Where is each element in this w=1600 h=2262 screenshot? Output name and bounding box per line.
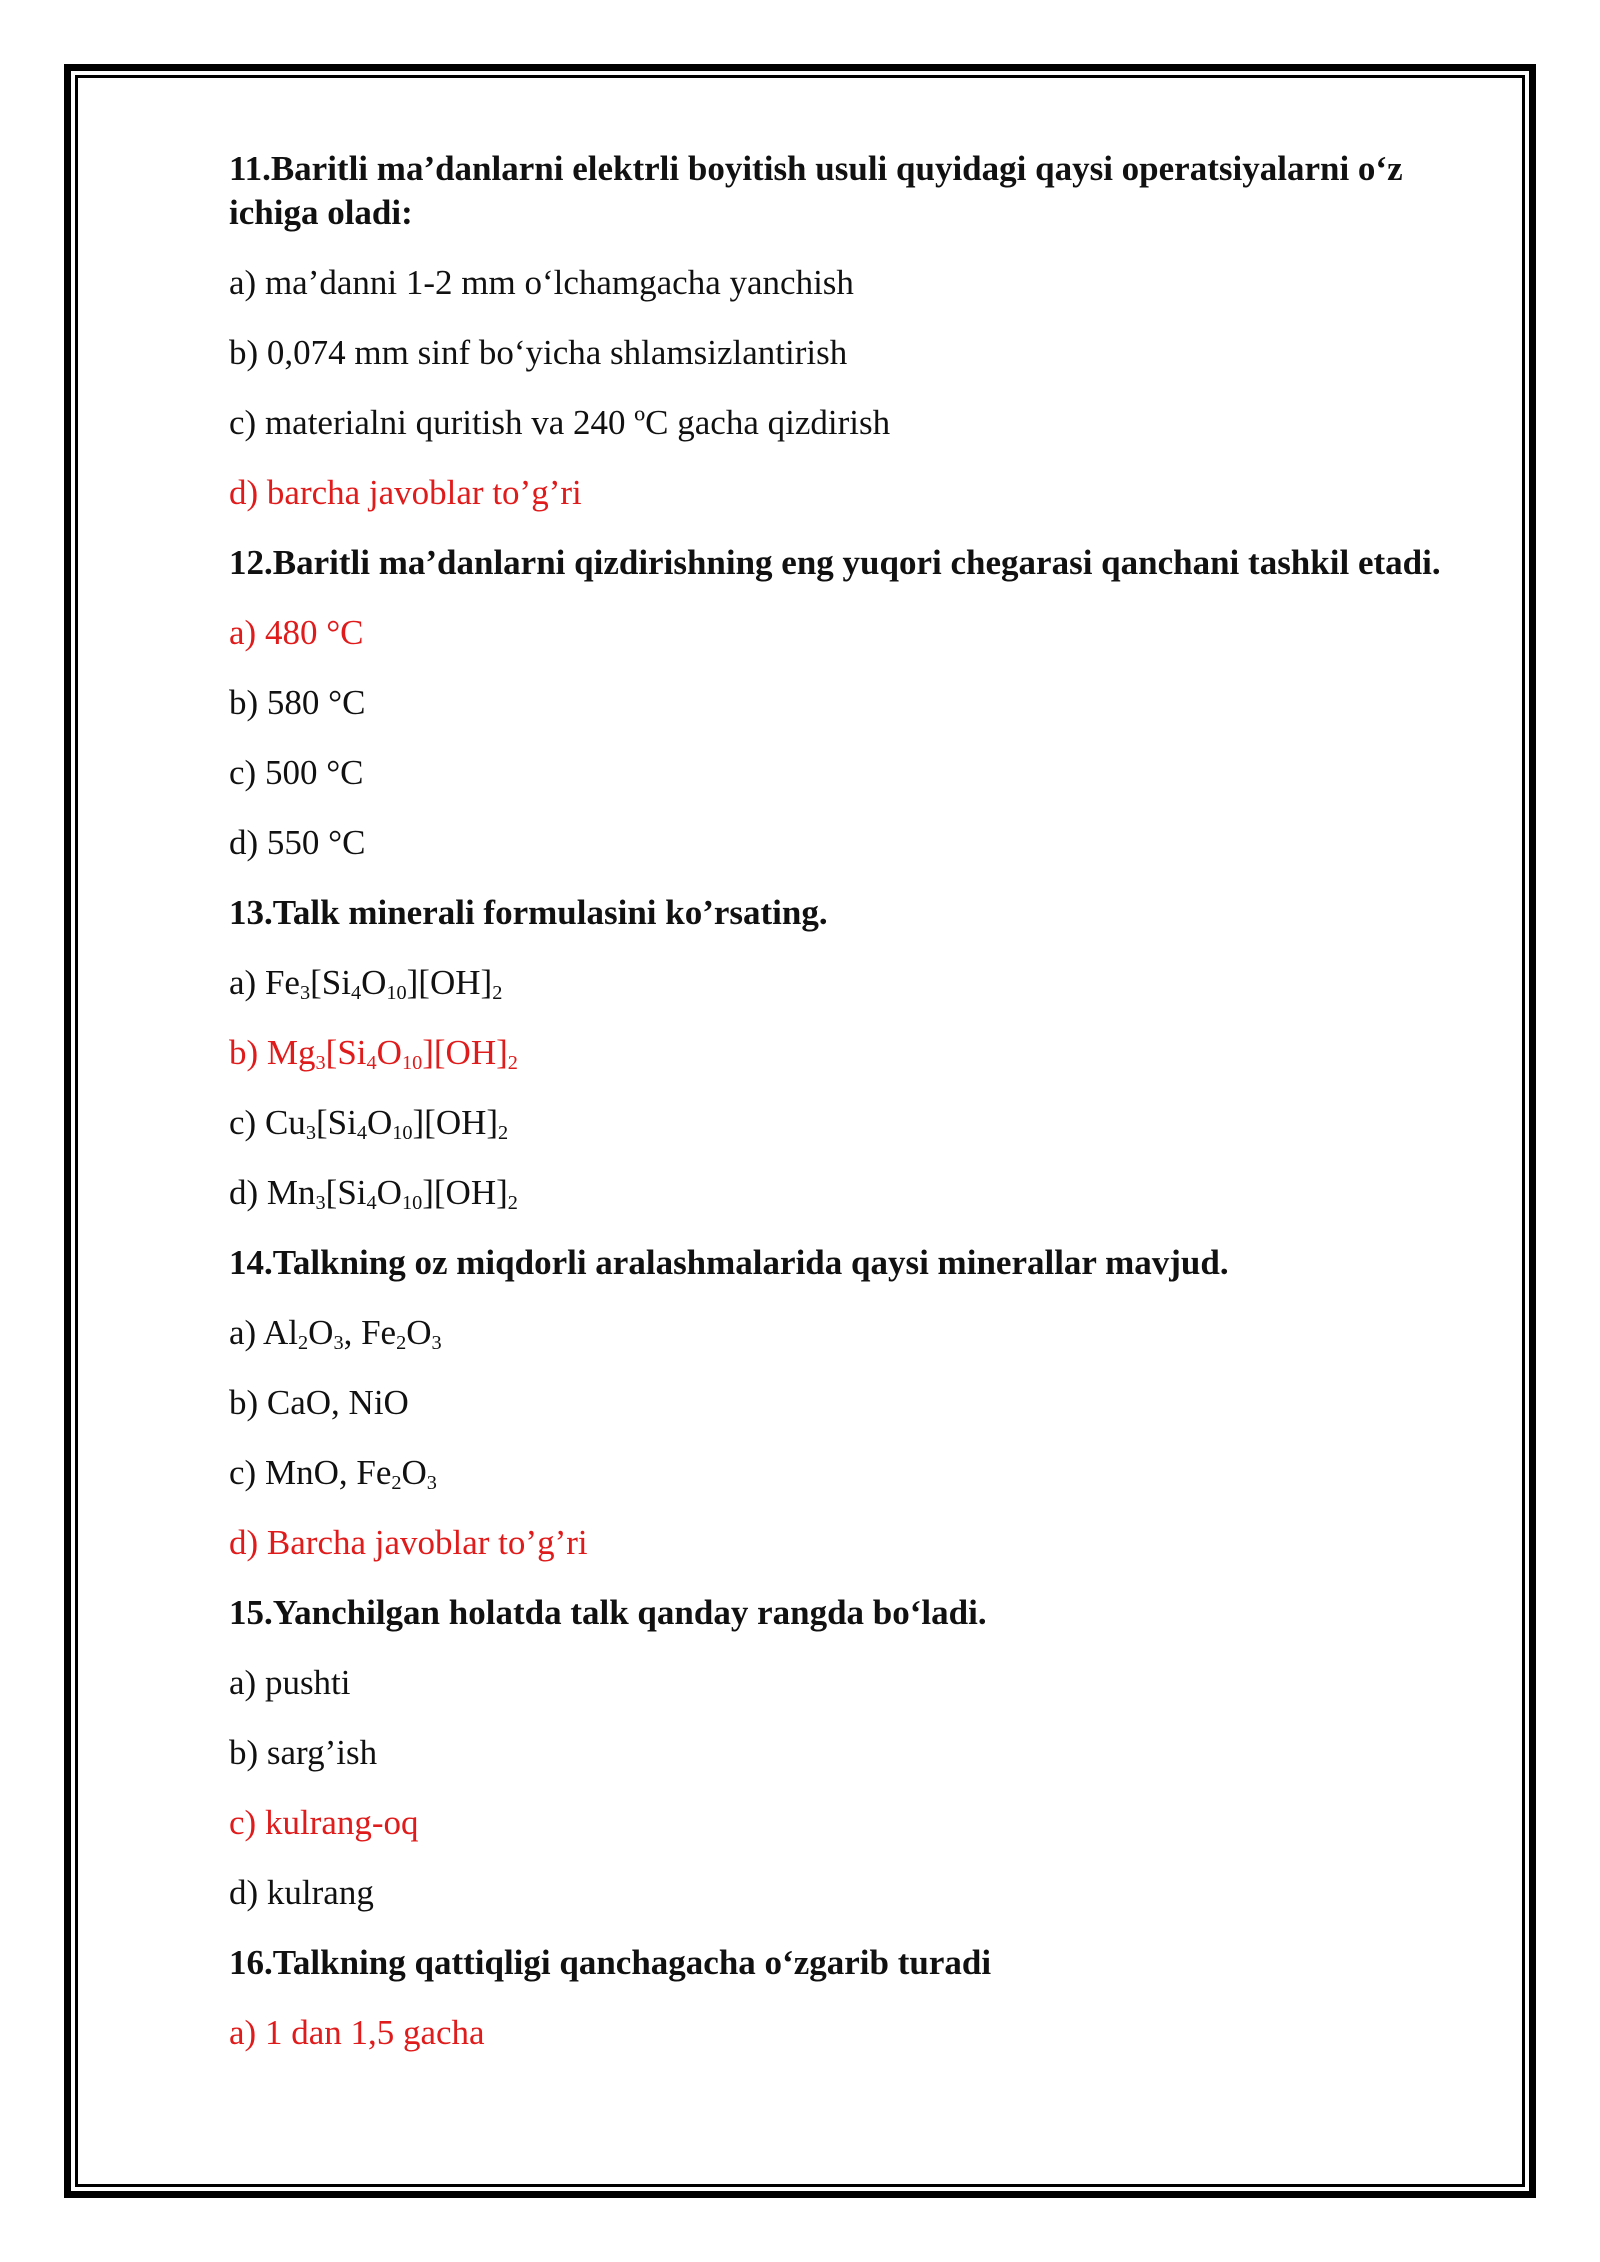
question-number: 16.	[229, 1943, 273, 1982]
question-text: Talkning oz miqdorli aralashmalarida qaysi minerallar mavjud.	[272, 1243, 1229, 1282]
element-symbol: Cu	[264, 1103, 306, 1142]
option-15d: d) kulrang	[229, 1873, 374, 1912]
option-label: b)	[229, 1033, 259, 1072]
option-11a: a) ma’danni 1-2 mm o‘lchamgacha yanchish	[229, 263, 854, 302]
option-label: c)	[229, 1103, 257, 1142]
question-number: 14.	[229, 1243, 273, 1282]
option-14c	[229, 1451, 1459, 1495]
question-number: 12.	[229, 543, 273, 582]
option-14a	[229, 1311, 1459, 1355]
option-14b	[229, 1381, 1459, 1425]
document-body	[229, 147, 1459, 2081]
option-label: b)	[229, 1383, 259, 1422]
option-13c: c) $Cu_3[Si_4O_{10}][OH]_2$	[229, 1103, 509, 1145]
option-12b: b) 580 °C	[229, 683, 366, 722]
option-12d: d) 550 °C	[229, 823, 366, 862]
option-label: a)	[229, 1313, 257, 1352]
option-15a: a) pushti	[229, 1663, 351, 1702]
option-12c: c) 500 °C	[229, 753, 364, 792]
option-label: d)	[229, 1523, 259, 1562]
option-13a: a) $Fe_3[Si_4O_{10}][OH]_2$	[229, 963, 503, 1005]
question-14	[229, 1241, 1459, 1285]
question-15	[229, 1591, 1459, 1635]
element-symbol: Fe	[264, 963, 300, 1002]
question-13	[229, 891, 1459, 935]
question-text: Talkning qattiqligi qanchagacha o‘zgarib turadi	[272, 1943, 992, 1982]
question-text: Yanchilgan holatda talk qanday rangda bo‘ladi.	[272, 1593, 987, 1632]
option-16a-correct: a) 1 dan 1,5 gacha	[229, 2013, 485, 2052]
option-formula: $Al_2O_3$, $Fe_2O_3$	[263, 1313, 442, 1355]
option-13b-correct: b) $Mg_3[Si_4O_{10}][OH]_2$	[229, 1033, 518, 1075]
option-15b: b) sarg’ish	[229, 1733, 378, 1772]
question-text: Talk minerali formulasini ko’rsating.	[272, 893, 828, 932]
question-12	[229, 541, 1459, 585]
option-label: d)	[229, 1173, 259, 1212]
option-14d-correct	[229, 1521, 1459, 1565]
element-symbol: Mg	[266, 1033, 316, 1072]
question-text: Baritli ma’danlarni elektrli boyitish usuli quyidagi qaysi operatsiyalarni o‘z ichiga oladi:	[229, 149, 1403, 232]
option-label: c)	[229, 1453, 257, 1492]
question-number: 15.	[229, 1593, 273, 1632]
option-text: CaO, NiO	[266, 1383, 409, 1422]
question-number: 13.	[229, 893, 273, 932]
question-text: Baritli ma’danlarni qizdirishning eng yuqori chegarasi qanchani tashkil etadi.	[272, 543, 1441, 582]
question-11	[229, 147, 1459, 235]
option-text: Barcha javoblar to’g’ri	[266, 1523, 588, 1562]
option-15c-correct: c) kulrang-oq	[229, 1803, 419, 1842]
option-13d: d) $Mn_3[Si_4O_{10}][OH]_2$	[229, 1173, 518, 1215]
option-11c: c) materialni quritish va 240 ºC gacha qizdirish	[229, 403, 891, 442]
question-number: 11.	[229, 149, 271, 188]
option-11d-correct: d) barcha javoblar to’g’ri	[229, 473, 582, 512]
option-label: a)	[229, 963, 257, 1002]
option-formula: MnO, $Fe_2O_3$	[264, 1453, 437, 1495]
element-symbol: Mn	[266, 1173, 316, 1212]
question-16	[229, 1941, 1459, 1985]
option-12a-correct: a) 480 °C	[229, 613, 364, 652]
option-11b: b) 0,074 mm sinf bo‘yicha shlamsizlantirish	[229, 333, 848, 372]
